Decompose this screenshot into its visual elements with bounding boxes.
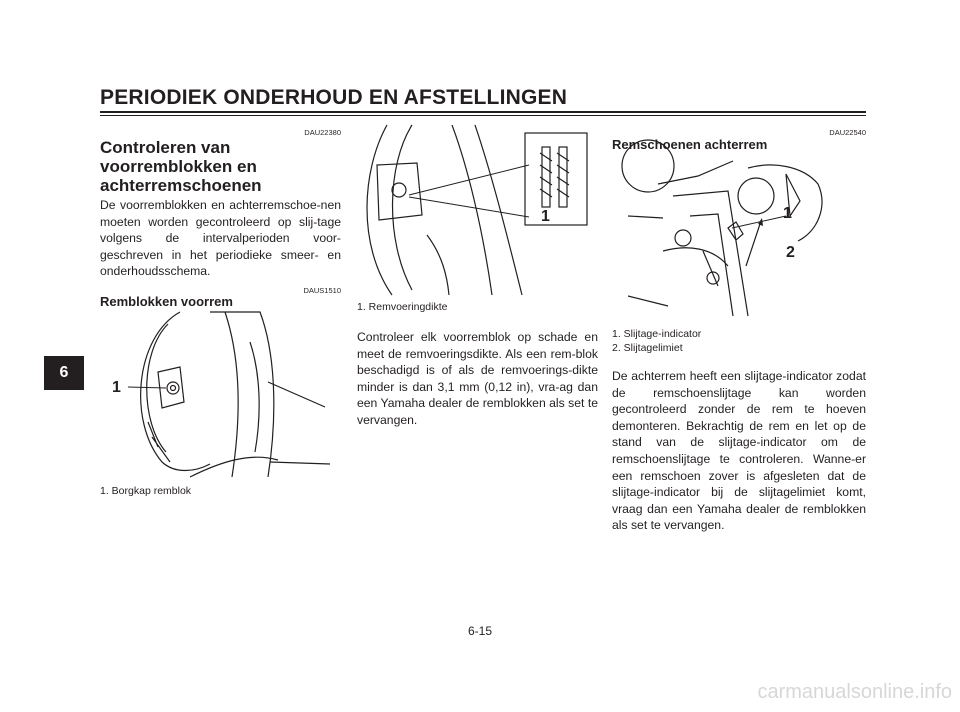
intro-paragraph: De voorremblokken en achterremschoe-nen moeten worden gecontroleerd op slij-tage volgens de intervalperioden voor-geschreven in het periodieke smeer- en onderhoudsschema. — [100, 198, 341, 279]
front-brake-illustration — [100, 312, 341, 477]
section-title: Controleren van voorremblokken en achterremschoenen — [100, 138, 262, 195]
rear-brake-caption-2: 2. Slijtagelimiet — [612, 342, 683, 354]
rear-brake-caption-1: 1. Slijtage-indicator — [612, 328, 702, 340]
rear-brake-callout-1: 1 — [783, 205, 792, 222]
front-brake-callout-1: 1 — [112, 379, 121, 396]
doc-code-left: DAU22380 — [304, 128, 341, 137]
rear-brake-subtitle: Remschoenen achterrem — [612, 137, 768, 152]
rear-brake-callout-2: 2 — [786, 244, 795, 261]
pad-thickness-illustration — [357, 125, 597, 295]
header-rule-thick — [100, 111, 866, 113]
middle-paragraph: Controleer elk voorremblok op schade en meet de remvoeringsdikte. Als een rem-blok beschadigd is of als de remvoerings-dikte minder is dan 3,1 mm (0,12 in), vra-ag dan een Yamaha dealer de remblokken als set te vervangen. — [357, 330, 598, 427]
header-rule-thin — [100, 115, 866, 116]
front-brake-subtitle: Remblokken voorrem — [100, 294, 233, 309]
right-paragraph: De achterrem heeft een slijtage-indicator zodat de remschoenslijtage kan worden gecontroleerd zonder de rem te hoeven demonteren. Bekrachtig de rem en let op de stand van de slijtage-indicator om de remschoenslijtage te controleren. Wanne-er een remschoen zover is afgesleten dat de slijtage-indicator bij de slijtagelimiet komt, vraag dan een Yamaha dealer de remblokken als set te vervangen. — [612, 369, 866, 533]
doc-code-right: DAU22540 — [829, 128, 866, 137]
chapter-side-tab: 6 — [44, 356, 84, 390]
pad-thickness-caption: 1. Remvoeringdikte — [357, 301, 448, 313]
front-brake-caption: 1. Borgkap remblok — [100, 485, 192, 497]
page-header-title: PERIODIEK ONDERHOUD EN AFSTELLINGEN — [100, 86, 568, 109]
pad-thickness-callout-1: 1 — [541, 208, 550, 225]
watermark: carmanualsonline.info — [757, 681, 952, 703]
doc-code-front-brake: DAUS1510 — [303, 286, 341, 295]
rear-brake-illustration — [628, 156, 848, 316]
page-number: 6-15 — [467, 624, 493, 638]
